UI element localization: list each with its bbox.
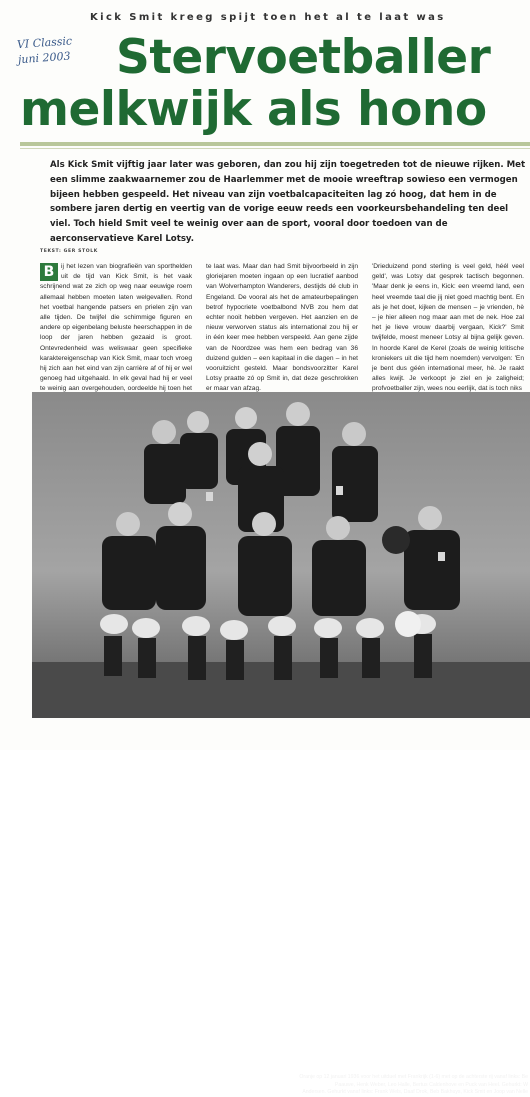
article-column-3: 'Drieduizend pond sterling is veel geld, héél veel geld', was Lotsy dat gesprek tactisch begonnen. 'Maar denk je eens in, Kick: een vreemd land, een heel vreemde taal die jij niet goed machtig bent. En als je het doet, kijken de mensen – je vrienden, hè – je hier alleen nog maar aan met de nek. Hoe zal het je lieve vrouw daarbij vergaan, Kick?' Smit twijfelde, moest meneer Lotsy al bijna gelijk geven. In hoorde Karel de Kerel (zoals de weinig kritische kroniekers uit die tijd hem noemden) vervolgen: 'En je bent dus géén international meer, hè. Je raakt alles kwijt. Je verkoopt je ziel en je zaligheid; profvoetballer zijn, wees nou eerlijk, dat is toch niks [372, 263, 524, 393]
team-photo [32, 392, 530, 1096]
article-column-2: te laat was. Maar dan had Smit bijvoorbeeld in zijn gloriejaren moeten ingaan op een lucratief aanbod van Wolverhampton Wanderers, destijds dé club in Engeland. De vooral als het de amateurbepalingen betrof hypocriete voetbalbond NVB zou hem dat echter nooit hebben vergeven. Het aanzien en de nieuw verworven status als international zou hij er in één keer mee hebben verspeeld. Aan gene zijde van de Noordzee was hem een bedrag van 36 duizend gulden – een kapitaal in die dagen – in het vooruitzicht gesteld. Maar bondsvoorzitter Karel Lotsy praatte zó op Smit in, dat deze geschrokken er maar van afzag. [206, 263, 358, 393]
column-1-text: ij het lezen van biografieën van sporthelden uit de tijd van Kick Smit, is het vaak schrijnend wat ze zich op weg naar eeuwige roem allemaal hebben moeten laten welgevallen. Rond het voetbal hangende patsers en prielen zijn van alle tijden. De twijfel die schimmige figuren en andere op eigenbelang beluste heerschappen in de loop der jaren hebben gezaaid is groot. Ontevredenheid was weliswaar geen specifieke karaktereigenschap van Kick Smit, maar toch vroeg hij zich aan het eind van zijn carrière af of hij er wel genoeg had uitgehaald. In elk geval had hij er veel te weinig aan overgehouden, oordeelde hij toen het [40, 263, 192, 393]
handwritten-line-2: juni 2003 [17, 49, 71, 67]
photo-caption [288, 1074, 528, 1097]
title-rule [20, 142, 530, 146]
handwritten-line-1: VI Classic [16, 34, 73, 52]
drop-cap: B [40, 263, 58, 281]
title-line-1: Stervoetballer [116, 30, 491, 85]
title-rule-thin [20, 148, 530, 149]
caption-line-1: Oranje op 12 januari 1936 voor het uitduel met Frankrijk (1-6) met op de achterste rij vanaf links: Be [299, 1074, 528, 1080]
byline: TEKST: GER STOLK [40, 249, 98, 254]
team-photo-illustration [32, 392, 530, 718]
lead-paragraph: Als Kick Smit vijftig jaar later was geboren, dan zou hij zijn toegetreden tot de nieuwe rijken. Met een slimme zaakwaarnemer zou de Haarlemmer met de mooie wreeftrap sowieso een vermogen bijeen hebben gespeeld. Het niveau van zijn voetbalcapaciteiten lag zó hoog, dat hem in de sombere jaren dertig en veertig van de vorige eeuw reeds een voorkeursbehandeling ten deel viel. Toch hield Smit veel te weinig over aan de sport, vooral door toedoen van de aerconservatieve Karel Lotsy. [50, 160, 526, 244]
article-column-1 [40, 262, 192, 405]
kicker-headline: Kick Smit kreeg spijt toen het al te laat was [90, 12, 446, 23]
handwritten-annotation [16, 31, 111, 85]
title-line-2: melkwijk als hono [20, 82, 487, 137]
caption-line-3: Andersen. Gehurkt vanaf links: Frank Wels, Daaf Drok, Beb Bakhuys, Kick Smit en Joop van Nelle [302, 1089, 528, 1096]
caption-line-2: Paauwe, Henk Weber, Leo Halle, Bertus Caldenhove en Puck van Heel. Gehurkt: W [334, 1081, 528, 1088]
page-bottom-margin [0, 718, 530, 750]
